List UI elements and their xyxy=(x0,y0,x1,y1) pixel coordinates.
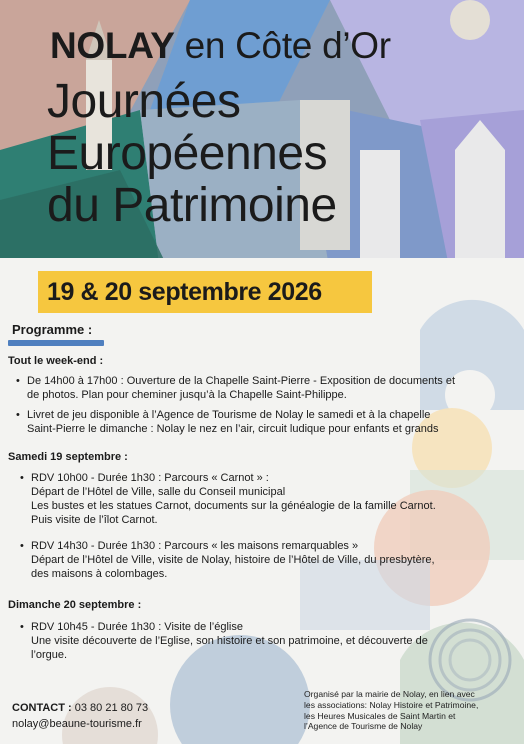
programme-heading: Programme : xyxy=(12,322,93,337)
title-line-3: du Patrimoine xyxy=(47,179,337,232)
contact-email[interactable]: nolay@beaune-tourisme.fr xyxy=(12,718,142,730)
title-line-1: Journées xyxy=(47,75,241,128)
bullet-icon: • xyxy=(20,472,24,484)
section-saturday: Samedi 19 septembre : xyxy=(8,451,128,463)
list-item: RDV 14h30 - Durée 1h30 : Parcours « les maisons remarquables » Départ de l’Hôtel de Ville, visite de Nolay, histoire de l’Hôtel de Ville, du presbytère, des maisons à colombages. xyxy=(31,540,435,580)
organizer-note: Organisé par la mairie de Nolay, en lien avec les associations: Nolay Histoire et Patrimoine, les Heures Musicales de Saint Martin et l’Agence de Tourisme de Nolay xyxy=(304,689,479,732)
bullet-icon: • xyxy=(16,375,20,387)
list-item: RDV 10h00 - Durée 1h30 : Parcours « Carnot » : Départ de l’Hôtel de Ville, salle du Conseil municipal Les bustes et les statues Carnot, documents sur la généalogie de la famille Carnot. Puis visite de l’îlot Carnot. xyxy=(31,472,436,526)
section-weekend: Tout le week-end : xyxy=(8,355,104,367)
bullet-icon: • xyxy=(16,409,20,421)
bullet-icon: • xyxy=(20,540,24,552)
event-date: 19 & 20 septembre 2026 xyxy=(47,278,322,306)
section-sunday: Dimanche 20 septembre : xyxy=(8,599,142,611)
title-line-2: Européennes xyxy=(47,127,328,180)
programme-underline xyxy=(8,340,104,346)
list-item: De 14h00 à 17h00 : Ouverture de la Chapelle Saint-Pierre - Exposition de documents et de photos. Plan pour cheminer jusqu’à la Chapelle Saint-Philippe. xyxy=(27,375,456,401)
list-item: Livret de jeu disponible à l’Agence de Tourisme de Nolay le samedi et à la chapelle Saint-Pierre le dimanche : Nolay le nez en l’air, circuit ludique pour enfants et grands xyxy=(27,409,439,435)
contact-phone: CONTACT : 03 80 21 80 73 xyxy=(12,702,149,714)
list-item: RDV 10h45 - Durée 1h30 : Visite de l’église Une visite découverte de l’Eglise, son histoire et son patrimoine, et découverte de l’orgue. xyxy=(31,621,428,661)
bullet-icon: • xyxy=(20,621,24,633)
contact-block xyxy=(12,700,148,732)
title-location: NOLAY en Côte d’Or xyxy=(50,25,391,66)
